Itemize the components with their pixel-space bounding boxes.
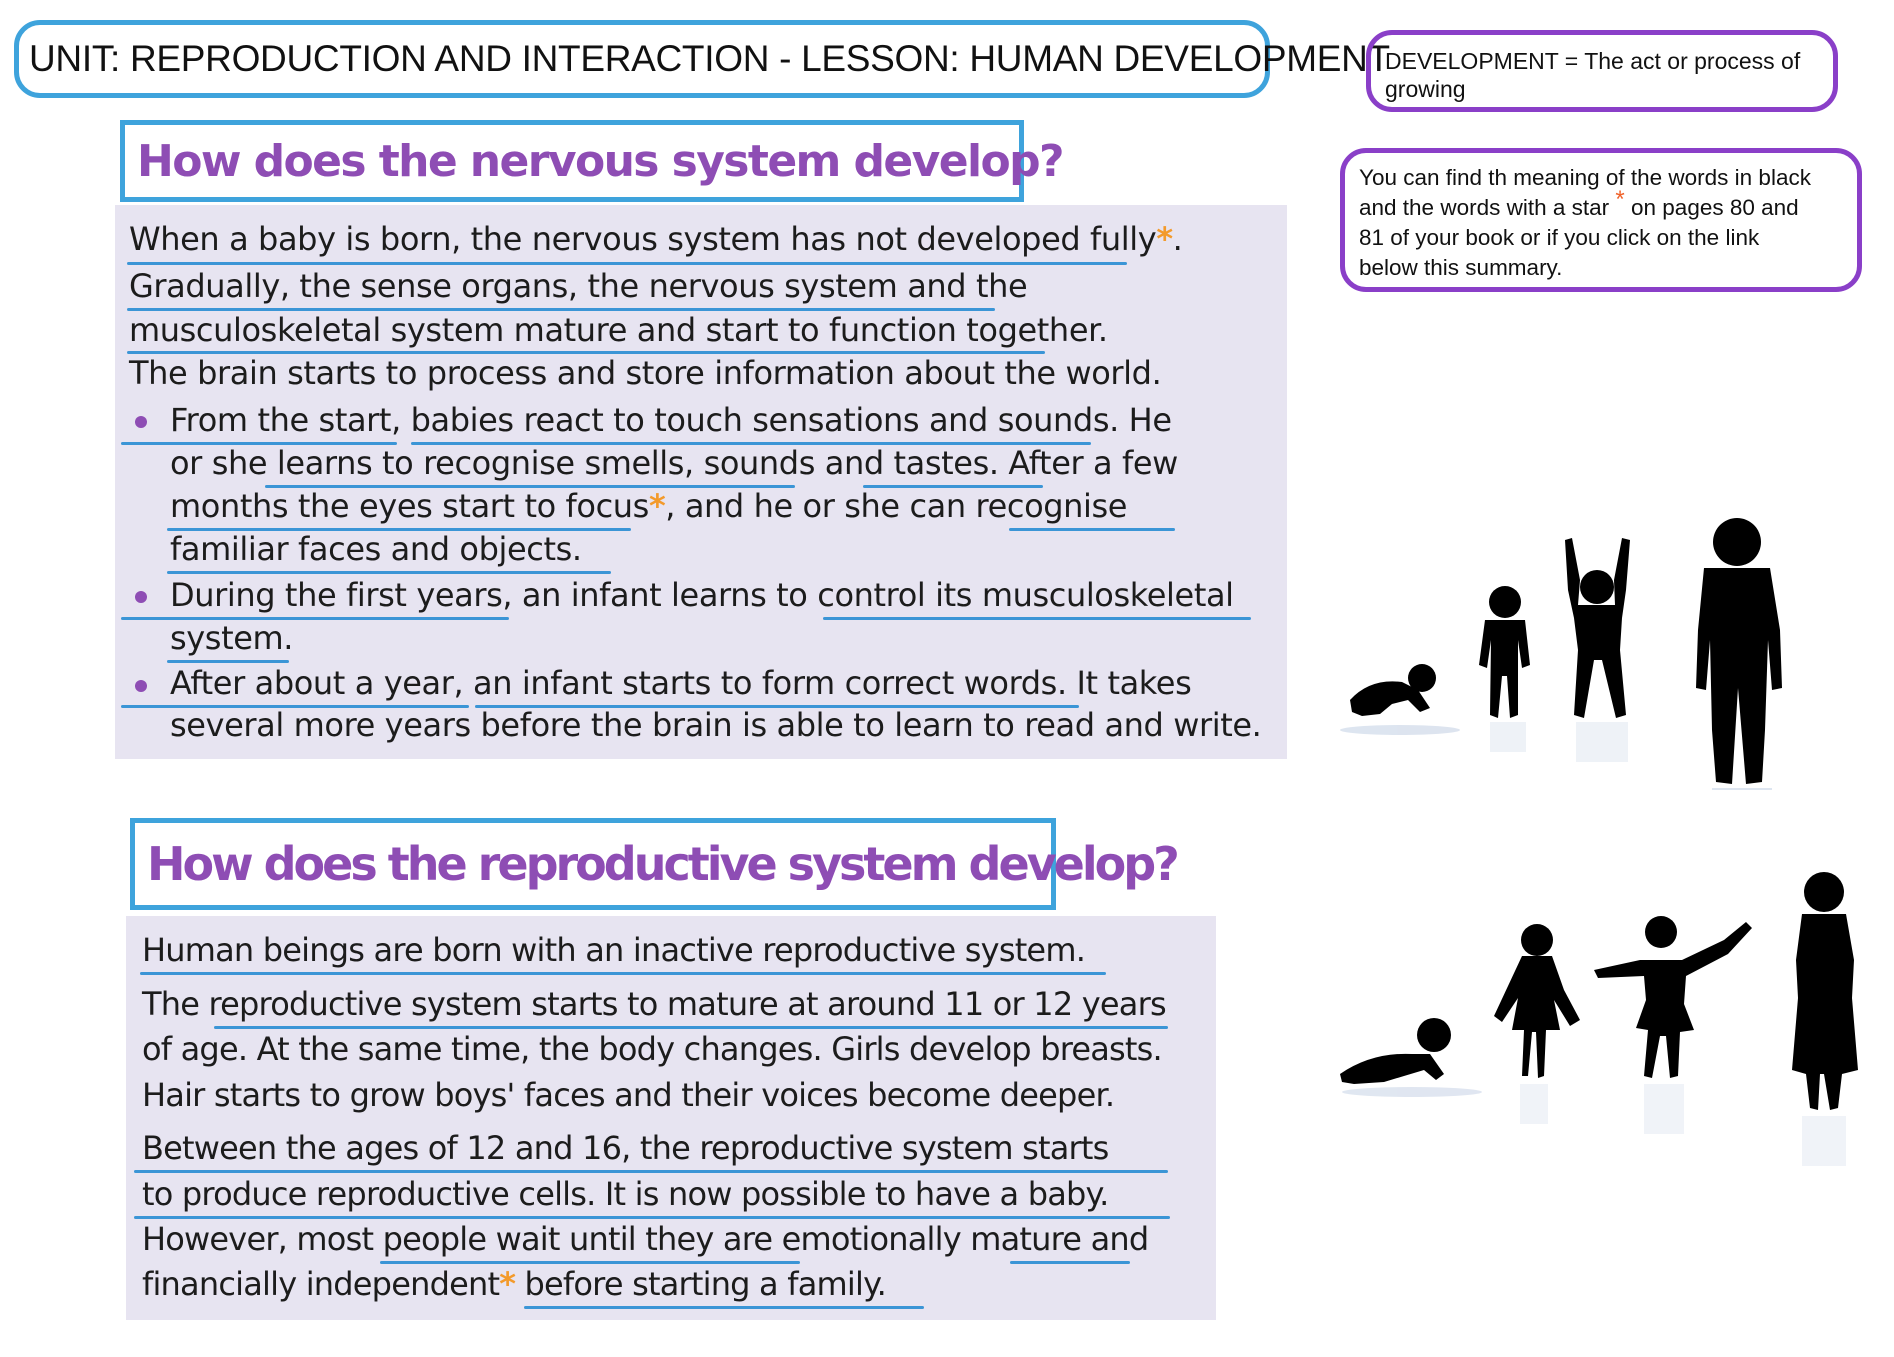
text-line-part: months the eyes start to focus xyxy=(170,487,649,525)
text-line-part: , and he or she can recognise xyxy=(665,487,1128,525)
unit-lesson-title: UNIT: REPRODUCTION AND INTERACTION - LESSON: HUMAN DEVELOPMENT xyxy=(14,20,1270,98)
text-line: of age. At the same time, the body changes. Girls develop breasts. xyxy=(142,1030,1162,1068)
definition-line-2: growing xyxy=(1385,76,1466,102)
star-icon: * xyxy=(1615,186,1625,213)
note-line-2 xyxy=(1359,186,1843,223)
text-line: musculoskeletal system mature and start to function together. xyxy=(129,311,1108,349)
bullet-icon xyxy=(135,591,147,603)
text-line-part: before starting a family. xyxy=(524,1265,887,1303)
text-line-part: financially independent xyxy=(142,1265,500,1303)
definition-box xyxy=(1366,30,1838,112)
text-line-part: When a baby is born, the nervous system has not developed fully xyxy=(129,220,1157,258)
text-line: The brain starts to process and store information about the world. xyxy=(129,354,1162,392)
star-icon: * xyxy=(1156,220,1173,258)
note-line-2b: on pages 80 and xyxy=(1631,195,1799,220)
text-line: The reproductive system starts to mature at around 11 or 12 years xyxy=(142,985,1166,1023)
bullet-icon xyxy=(135,416,147,428)
reproductive-system-heading: How does the reproductive system develop? xyxy=(130,818,1056,910)
text-line: to produce reproductive cells. It is now possible to have a baby. xyxy=(142,1175,1109,1213)
reproductive-system-text-panel xyxy=(126,916,1216,1320)
text-line xyxy=(129,219,1182,259)
text-line: Between the ages of 12 and 16, the reproductive system starts xyxy=(142,1129,1109,1167)
note-line-1: You can find th meaning of the words in black xyxy=(1359,165,1811,190)
text-line: several more years before the brain is able to learn to read and write. xyxy=(170,706,1262,744)
text-line: During the first years, an infant learns to control its musculoskeletal xyxy=(170,576,1234,614)
text-line: Human beings are born with an inactive reproductive system. xyxy=(142,931,1086,969)
underline xyxy=(823,617,1251,620)
text-line-part: . xyxy=(1172,220,1183,258)
text-line: However, most people wait until they are emotionally mature and xyxy=(142,1220,1149,1258)
text-line: After about a year, an infant starts to form correct words. It takes xyxy=(170,664,1192,702)
underline xyxy=(1009,528,1175,531)
text-line: familiar faces and objects. xyxy=(170,530,582,568)
underline xyxy=(140,972,1106,975)
definition-line-1: DEVELOPMENT = The act or process of xyxy=(1385,48,1801,74)
bullet-icon xyxy=(135,680,147,692)
female-growth-silhouettes-icon xyxy=(1332,870,1892,1170)
text-line: From the start, babies react to touch sensations and sounds. He xyxy=(170,401,1172,439)
underline xyxy=(524,1306,924,1309)
note-line-3: 81 of your book or if you click on the link xyxy=(1359,225,1760,250)
underline xyxy=(134,1170,1168,1173)
nervous-system-text-panel xyxy=(115,205,1287,759)
note-line-2a: and the words with a star xyxy=(1359,195,1610,220)
male-growth-silhouettes-icon xyxy=(1340,500,1894,790)
nervous-system-heading: How does the nervous system develop? xyxy=(120,120,1024,202)
star-icon: * xyxy=(499,1265,516,1303)
text-line: Hair starts to grow boys' faces and their voices become deeper. xyxy=(142,1076,1115,1114)
underline xyxy=(127,262,1127,265)
text-line: or she learns to recognise smells, sounds and tastes. After a few xyxy=(170,444,1178,482)
text-line xyxy=(170,486,1127,526)
note-line-4: below this summary. xyxy=(1359,255,1563,280)
text-line xyxy=(142,1264,886,1304)
text-line: Gradually, the sense organs, the nervous system and the xyxy=(129,267,1028,305)
underline xyxy=(167,571,611,574)
text-line: system. xyxy=(170,619,294,657)
star-icon: * xyxy=(648,487,666,525)
glossary-note-box xyxy=(1340,148,1862,292)
underline xyxy=(1010,1261,1130,1264)
